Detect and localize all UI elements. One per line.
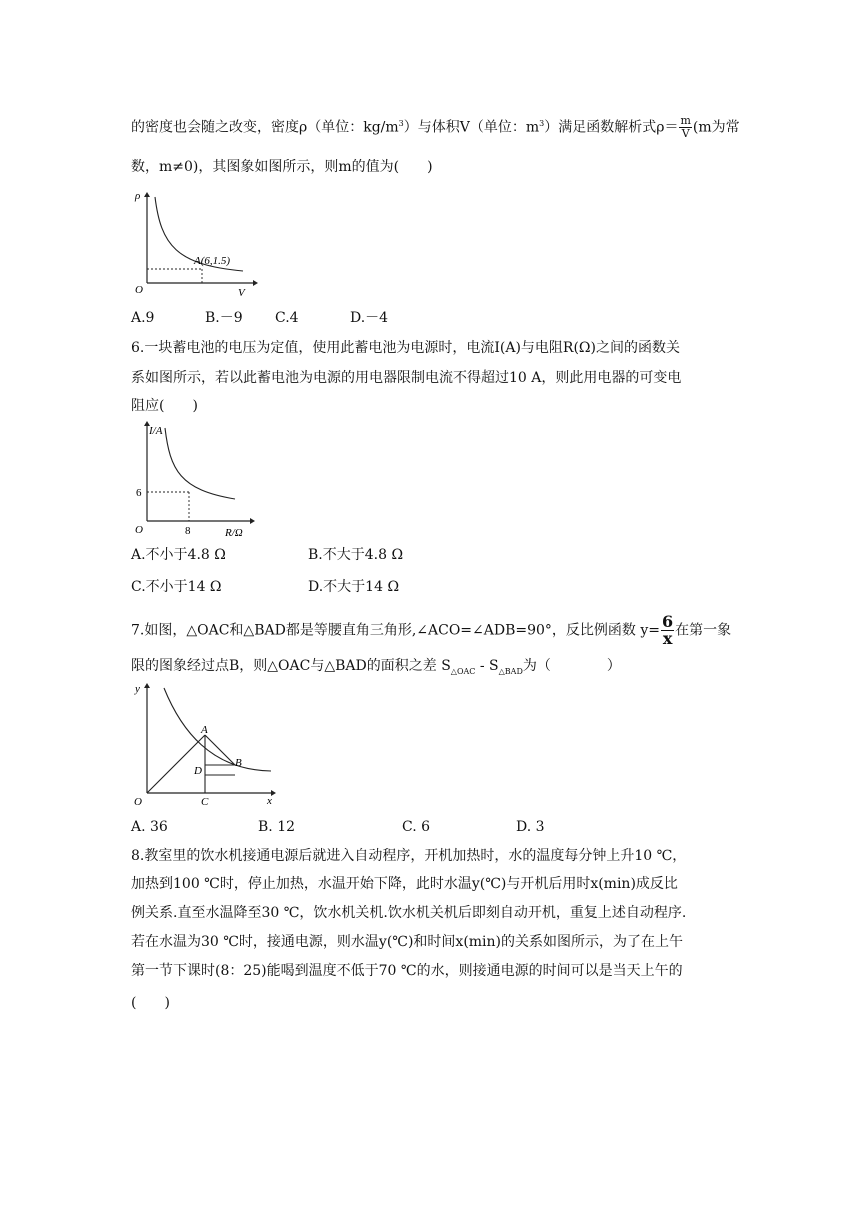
q7-line-1: 7.如图，△OAC和△BAD都是等腰直角三角形,∠ACO=∠ADB=90°，反比例函数 y= $\frac{6}{x}$ 在第一象	[131, 612, 732, 648]
q5-line-1: 的密度也会随之改变，密度ρ（单位：$kg/m^3$）与体积V（单位：$m^3$）满足函数解析式ρ＝ $\frac{m}{V}$ (m为常	[131, 114, 740, 141]
q7-graph	[131, 680, 281, 808]
q7-origin: O	[134, 796, 142, 808]
q6-line-1: 6.一块蓄电池的电压为定值，使用此蓄电池为电源时，电流I(A)与电阻R(Ω)之间的函数关	[131, 340, 680, 356]
q6-option-b: B.不大于4.8 Ω	[308, 547, 404, 563]
q5-y-label: ρ	[135, 190, 141, 202]
q7-label-a: A	[201, 724, 208, 736]
q6-line-3: 阻应( )	[131, 398, 198, 414]
q7-option-a: A. 36	[131, 819, 168, 835]
q7-option-b: B. 12	[258, 819, 296, 835]
q5-option-d: D.－4	[350, 310, 389, 326]
q7-line-2: 限的图象经过点B，则△OAC与△BAD的面积之差 $S_{\triangle OAC} - S_{\triangle BAD}$为（ ）	[131, 658, 621, 676]
q6-y-tick: 6	[136, 487, 142, 499]
q7-y-label: y	[135, 683, 140, 695]
q5-line-2: 数，m≠0)，其图象如图所示，则m的值为( )	[131, 159, 433, 175]
q6-option-d: D.不大于14 Ω	[308, 579, 400, 595]
q6-x-label: R/Ω	[225, 527, 243, 539]
q7-label-c: C	[201, 796, 209, 808]
q5-option-c: C.4	[275, 310, 299, 326]
q5-fraction: $\frac{m}{V}$	[680, 114, 691, 141]
q6-option-a: A.不小于4.8 Ω	[131, 547, 226, 563]
q7-fraction: $\frac{6}{x}$	[662, 612, 674, 648]
q6-graph	[125, 420, 255, 540]
q7-label-b: B	[235, 757, 242, 769]
q7-option-c: C. 6	[402, 819, 431, 835]
q6-x-tick: 8	[185, 525, 191, 537]
q7-x-label: x	[267, 795, 272, 807]
q5-origin: O	[135, 284, 143, 296]
q5-option-b: B.－9	[205, 310, 243, 326]
q8-line-1: 8.教室里的饮水机接通电源后就进入自动程序，开机加热时，水的温度每分钟上升10 ℃，	[131, 848, 687, 864]
q5-point-a: A(6,1.5)	[194, 255, 231, 267]
q8-line-2: 加热到100 ℃时，停止加热，水温开始下降，此时水温y(℃)与开机后用时x(min)成反比	[131, 876, 678, 892]
q6-option-c: C.不小于14 Ω	[131, 579, 222, 595]
q8-line-4: 若在水温为30 ℃时，接通电源，则水温y(℃)和时间x(min)的关系如图所示，为了在上午	[131, 934, 684, 950]
q8-line-5: 第一节下课时(8：25)能喝到温度不低于70 ℃的水，则接通电源的时间可以是当天上午的	[131, 963, 683, 979]
q6-y-label: I/A	[149, 425, 163, 437]
q5-graph	[131, 185, 256, 300]
q6-line-2: 系如图所示，若以此蓄电池为电源的用电器限制电流不得超过10 A，则此用电器的可变电	[131, 370, 682, 386]
q8-line-6: ( )	[131, 995, 170, 1011]
q5-x-label: V	[238, 287, 245, 299]
q7-label-d: D	[194, 765, 202, 777]
q5-option-a: A.9	[131, 310, 155, 326]
q6-origin: O	[135, 524, 143, 536]
q8-line-3: 例关系.直至水温降至30 ℃，饮水机关机.饮水机关机后即刻自动开机，重复上述自动程序.	[131, 905, 687, 921]
q7-option-d: D. 3	[516, 819, 545, 835]
